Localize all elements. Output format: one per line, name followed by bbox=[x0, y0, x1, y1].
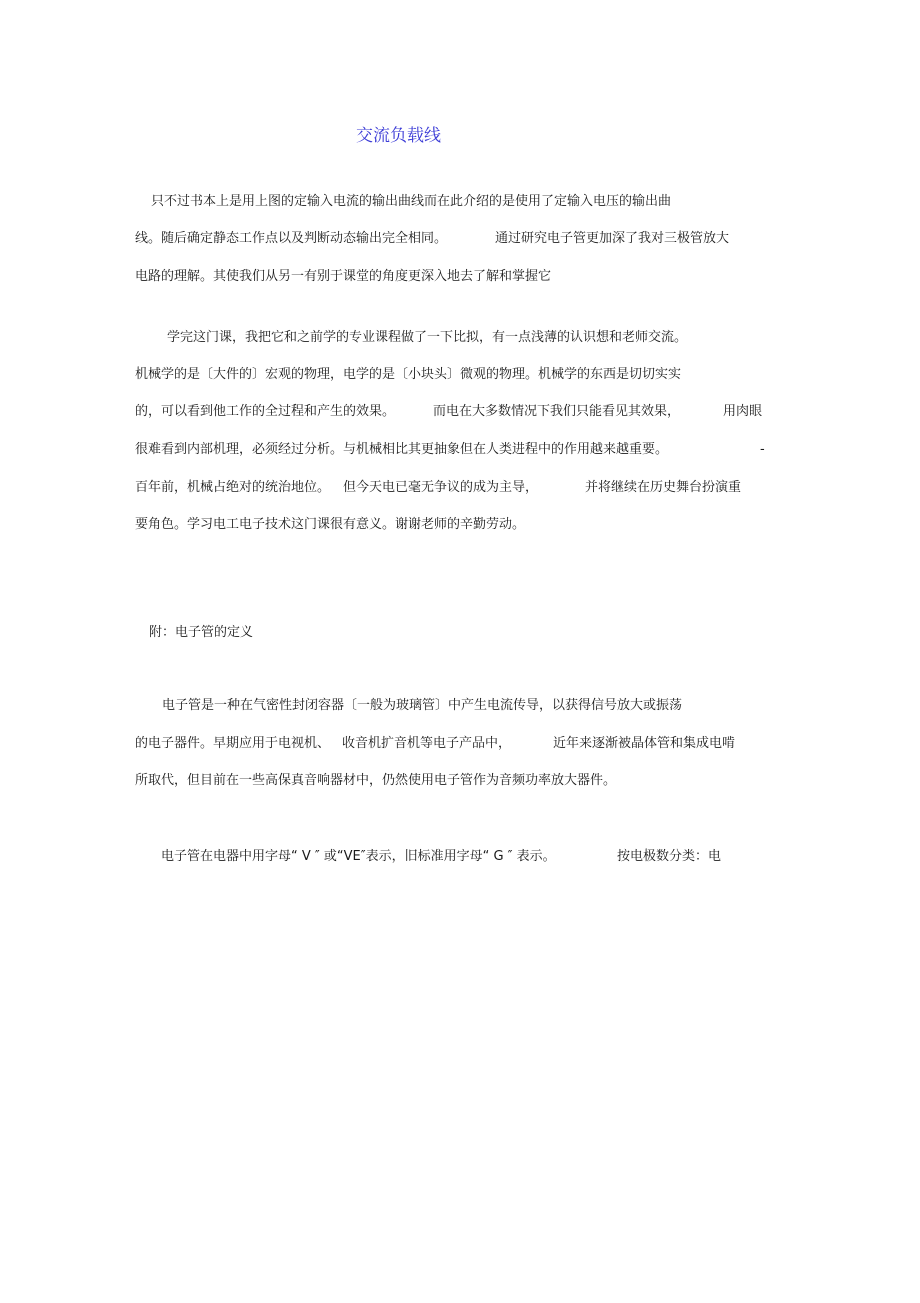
p1-line-2b: 通过研究电子管更加深了我对三极管放大 bbox=[495, 231, 730, 246]
p4-line-1a: 电子管在电器中用字母“ V ″ 或“VE″表示，旧标准用字母“ G ″ 表示。 bbox=[161, 849, 556, 864]
p2-line-3c: 用肉眼 bbox=[723, 404, 763, 419]
p1-line-1: 只不过书本上是用上图的定输入电流的输出曲线而在此介绍的是使用了定输入电压的输出曲 bbox=[151, 194, 672, 209]
p2-line-3b: 而电在大多数情况下我们只能看见其效果， bbox=[433, 404, 681, 419]
p2-line-1: 学完这门课，我把它和之前学的专业课程做了一下比拟，有一点浅薄的认识想和老师交流。 bbox=[167, 330, 688, 345]
appendix-heading: 附：电子管的定义 bbox=[149, 625, 254, 640]
p3-line-2b: 收音机扩音机等电子产品中， bbox=[342, 736, 512, 751]
p3-line-2a: 的电子器件。早期应用于电视机、 bbox=[135, 736, 331, 751]
p3-line-2c: 近年来逐渐被晶体管和集成电啃 bbox=[553, 736, 736, 751]
p1-line-3: 电路的理解。其使我们从另一有别于课堂的角度更深入地去了解和掌握它 bbox=[135, 269, 552, 284]
p3-line-3: 所取代，但目前在一些高保真音响器材中，仍然使用电子管作为音频功率放大器件。 bbox=[135, 773, 617, 788]
p2-line-4b: - bbox=[760, 442, 765, 457]
p2-line-6: 要角色。学习电工电子技术这门课很有意义。谢谢老师的辛勤劳动。 bbox=[135, 517, 526, 532]
p4-line-1b: 按电极数分类：电 bbox=[617, 849, 722, 864]
p2-line-5c: 并将继续在历史舞台扮演重 bbox=[585, 480, 742, 495]
p2-line-5a: 百年前，机械占绝对的统治地位。 bbox=[135, 480, 331, 495]
p2-line-5b: 但今天电已毫无争议的成为主导， bbox=[343, 480, 539, 495]
p2-line-4a: 很难看到内部机理，必须经过分析。与机械相比其更抽象但在人类进程中的作用越来越重要。 bbox=[135, 442, 669, 457]
p1-line-2a: 线。随后确定静态工作点以及判断动态输出完全相同。 bbox=[135, 231, 448, 246]
p3-line-1: 电子管是一种在气密性封闭容器〔一般为玻璃管〕中产生电流传导，以获得信号放大或振荡 bbox=[162, 698, 683, 713]
document-title: 交流负载线 bbox=[356, 126, 441, 146]
p2-line-2: 机械学的是〔大件的〕宏观的物理，电学的是〔小块头〕微观的物理。机械学的东西是切切实实 bbox=[135, 367, 682, 382]
p2-line-3a: 的，可以看到他工作的全过程和产生的效果。 bbox=[135, 404, 396, 419]
